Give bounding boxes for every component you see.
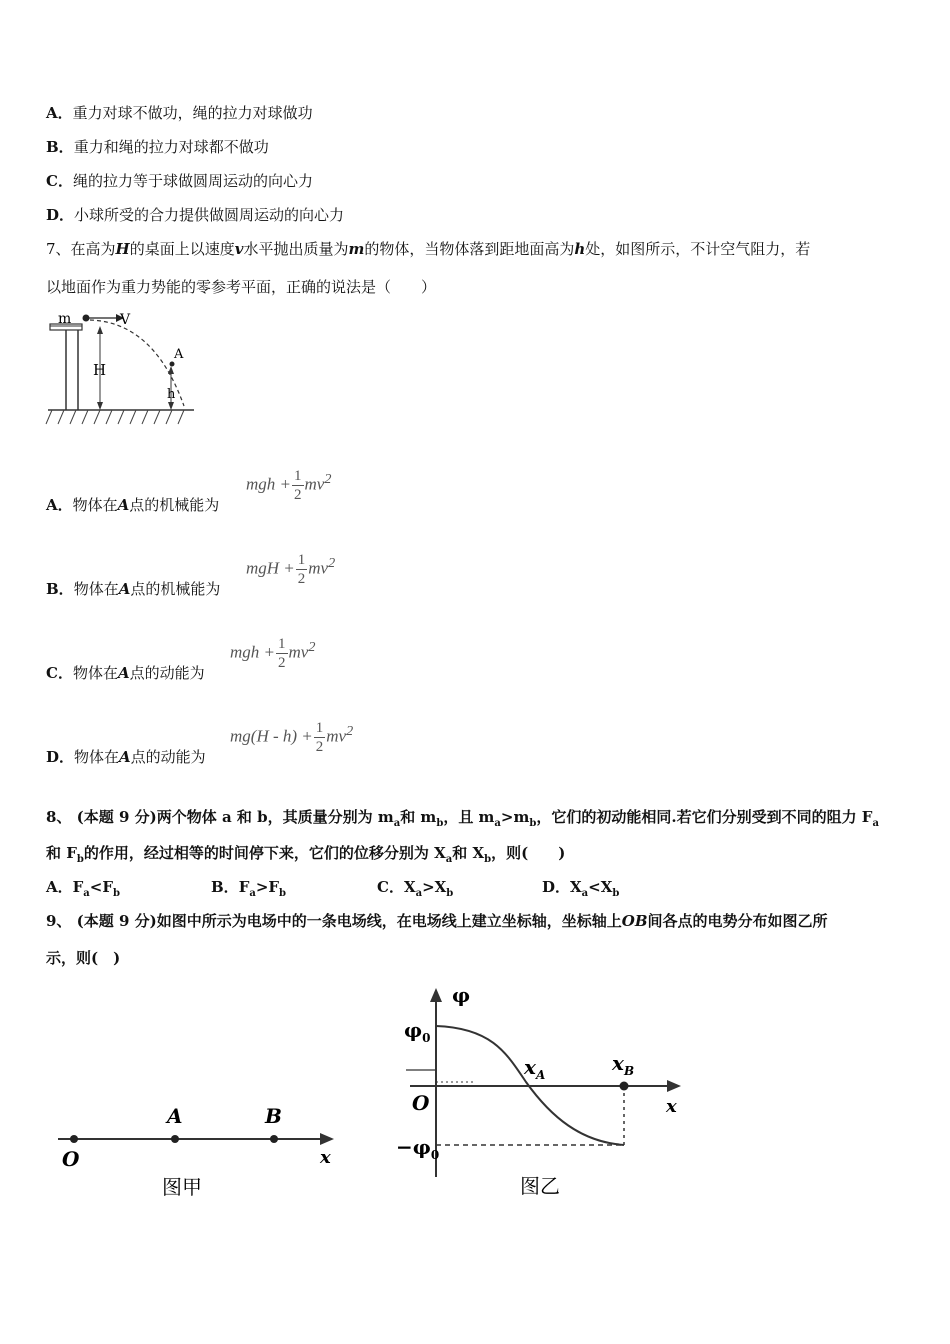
label-H: H — [93, 361, 107, 379]
option-label: C． — [46, 664, 73, 682]
option-point: A — [117, 664, 130, 682]
q7-var-v: v — [234, 240, 244, 258]
q6-option-c — [46, 170, 313, 191]
option-text: 重力和绳的拉力对球都不做功 — [73, 138, 269, 156]
option-text: 点的机械能为 — [130, 580, 221, 598]
option-label: A． — [46, 104, 73, 122]
label-o: O — [62, 1147, 80, 1171]
point-a — [170, 362, 175, 367]
label-x: x — [666, 1096, 677, 1117]
q7-text: 处，如图所示，不计空气阻力，若 — [585, 240, 811, 258]
label-neg-phi0: $-\varphi_0$ — [396, 1135, 440, 1162]
q7-formula-b: mgH + $\frac{1}{2}$ $mv^2$ — [246, 552, 336, 587]
point-xb — [620, 1082, 629, 1091]
caption: 图甲 — [162, 1175, 202, 1199]
option-point: A — [119, 748, 131, 766]
option-label: B． — [46, 580, 74, 598]
q7-option-b — [46, 578, 220, 599]
x-axis-arrow — [667, 1080, 681, 1092]
option-text: 点的机械能为 — [129, 496, 220, 514]
label-xa: $x_A$ — [524, 1055, 546, 1082]
label-phi: φ — [452, 983, 471, 1007]
q8-stem-line2: 和 $F_b$的作用，经过相等的时间停下来，它们的位移分别为 $X_a$和 $X_b$，则( ) — [46, 844, 566, 865]
q7-stem-line1 — [46, 238, 810, 259]
q8-stem-line1: 8、 (本题 9 分)两个物体 a 和 b，其质量分别为 $m_a$和 $m_b$，且 $m_a>m_b$，它们的初动能相同.若它们分别受到不同的阻力 $F_a$ — [46, 808, 879, 829]
ball — [83, 315, 90, 322]
option-text: 绳的拉力等于球做圆周运动的向心力 — [72, 172, 313, 190]
option-text: 点的动能为 — [129, 664, 205, 682]
q7-option-c — [46, 662, 205, 683]
q9-stem-line1: 9、 (本题 9 分)如图中所示为电场中的一条电场线，在电场线上建立坐标轴，坐标轴上OB间各点的电势分布如图乙所 — [46, 912, 828, 930]
q9-figure-jia — [52, 1095, 352, 1205]
option-text: 物体在 — [73, 580, 119, 598]
q7-stem-line2: 以地面作为重力势能的零参考平面，正确的说法是（ ） — [46, 278, 437, 296]
q7-option-a — [46, 494, 219, 515]
q8-option-b: B．$F_a>F_b$ — [211, 878, 287, 899]
option-text: 小球所受的合力提供做圆周运动的向心力 — [74, 206, 345, 224]
q9-figure-yi — [396, 982, 696, 1207]
q7-formula-c: mgh + $\frac{1}{2}$ $mv^2$ — [230, 636, 316, 671]
label-o: O — [412, 1091, 430, 1115]
option-label: D． — [46, 748, 75, 766]
option-label: C． — [46, 172, 73, 190]
option-text: 重力对球不做功，绳的拉力对球做功 — [72, 104, 313, 122]
q7-text: 的桌面上以速度 — [129, 240, 235, 258]
label-a: A — [167, 1104, 183, 1128]
q7-option-d — [46, 746, 206, 767]
label-A: A — [174, 347, 184, 362]
q7-var-m: m — [348, 240, 365, 258]
q8-option-c: C．$X_a>X_b$ — [377, 878, 454, 899]
q6-option-b — [46, 136, 269, 157]
q7-text: 7、在高为 — [46, 240, 116, 258]
option-label: D． — [46, 206, 75, 224]
ground-hatching — [46, 410, 184, 424]
q6-option-a — [46, 102, 313, 123]
q7-formula-d: mg(H - h) + $\frac{1}{2}$ $mv^2$ — [230, 720, 354, 755]
q8-option-d: D．$X_a<X_b$ — [542, 878, 620, 899]
q7-text: 水平抛出质量为 — [243, 240, 349, 258]
point-b — [270, 1135, 278, 1143]
label-m: m — [58, 311, 72, 327]
point-a — [171, 1135, 179, 1143]
label-h: h — [167, 387, 176, 402]
option-point: A — [118, 580, 131, 598]
option-text: 物体在 — [72, 664, 118, 682]
q7-text: 的物体，当物体落到距地面高为 — [364, 240, 575, 258]
label-v: V — [120, 312, 131, 328]
option-label: A． — [46, 496, 73, 514]
caption: 图乙 — [520, 1174, 560, 1198]
q9-stem-line2: 示，则( ) — [46, 949, 121, 967]
label-x: x — [320, 1147, 331, 1168]
q7-var-h: h — [574, 240, 586, 258]
label-phi0: $\varphi_0$ — [404, 1018, 431, 1045]
option-text: 点的动能为 — [130, 748, 206, 766]
option-text: 物体在 — [72, 496, 118, 514]
q7-formula-a: mgh + $\frac{1}{2}$ $mv^2$ — [246, 468, 332, 503]
q7-var-H: H — [115, 240, 130, 258]
phi-axis-arrow — [430, 988, 442, 1002]
arrow-head — [320, 1133, 334, 1145]
option-label: B． — [46, 138, 74, 156]
option-point: A — [117, 496, 130, 514]
q8-option-a: A．$F_a<F_b$ — [46, 878, 120, 899]
point-o — [70, 1135, 78, 1143]
label-b: B — [265, 1104, 282, 1128]
option-text: 物体在 — [74, 748, 120, 766]
label-xb: $x_B$ — [612, 1051, 635, 1078]
q6-option-d — [46, 204, 344, 225]
q7-projectile-figure — [44, 306, 204, 431]
